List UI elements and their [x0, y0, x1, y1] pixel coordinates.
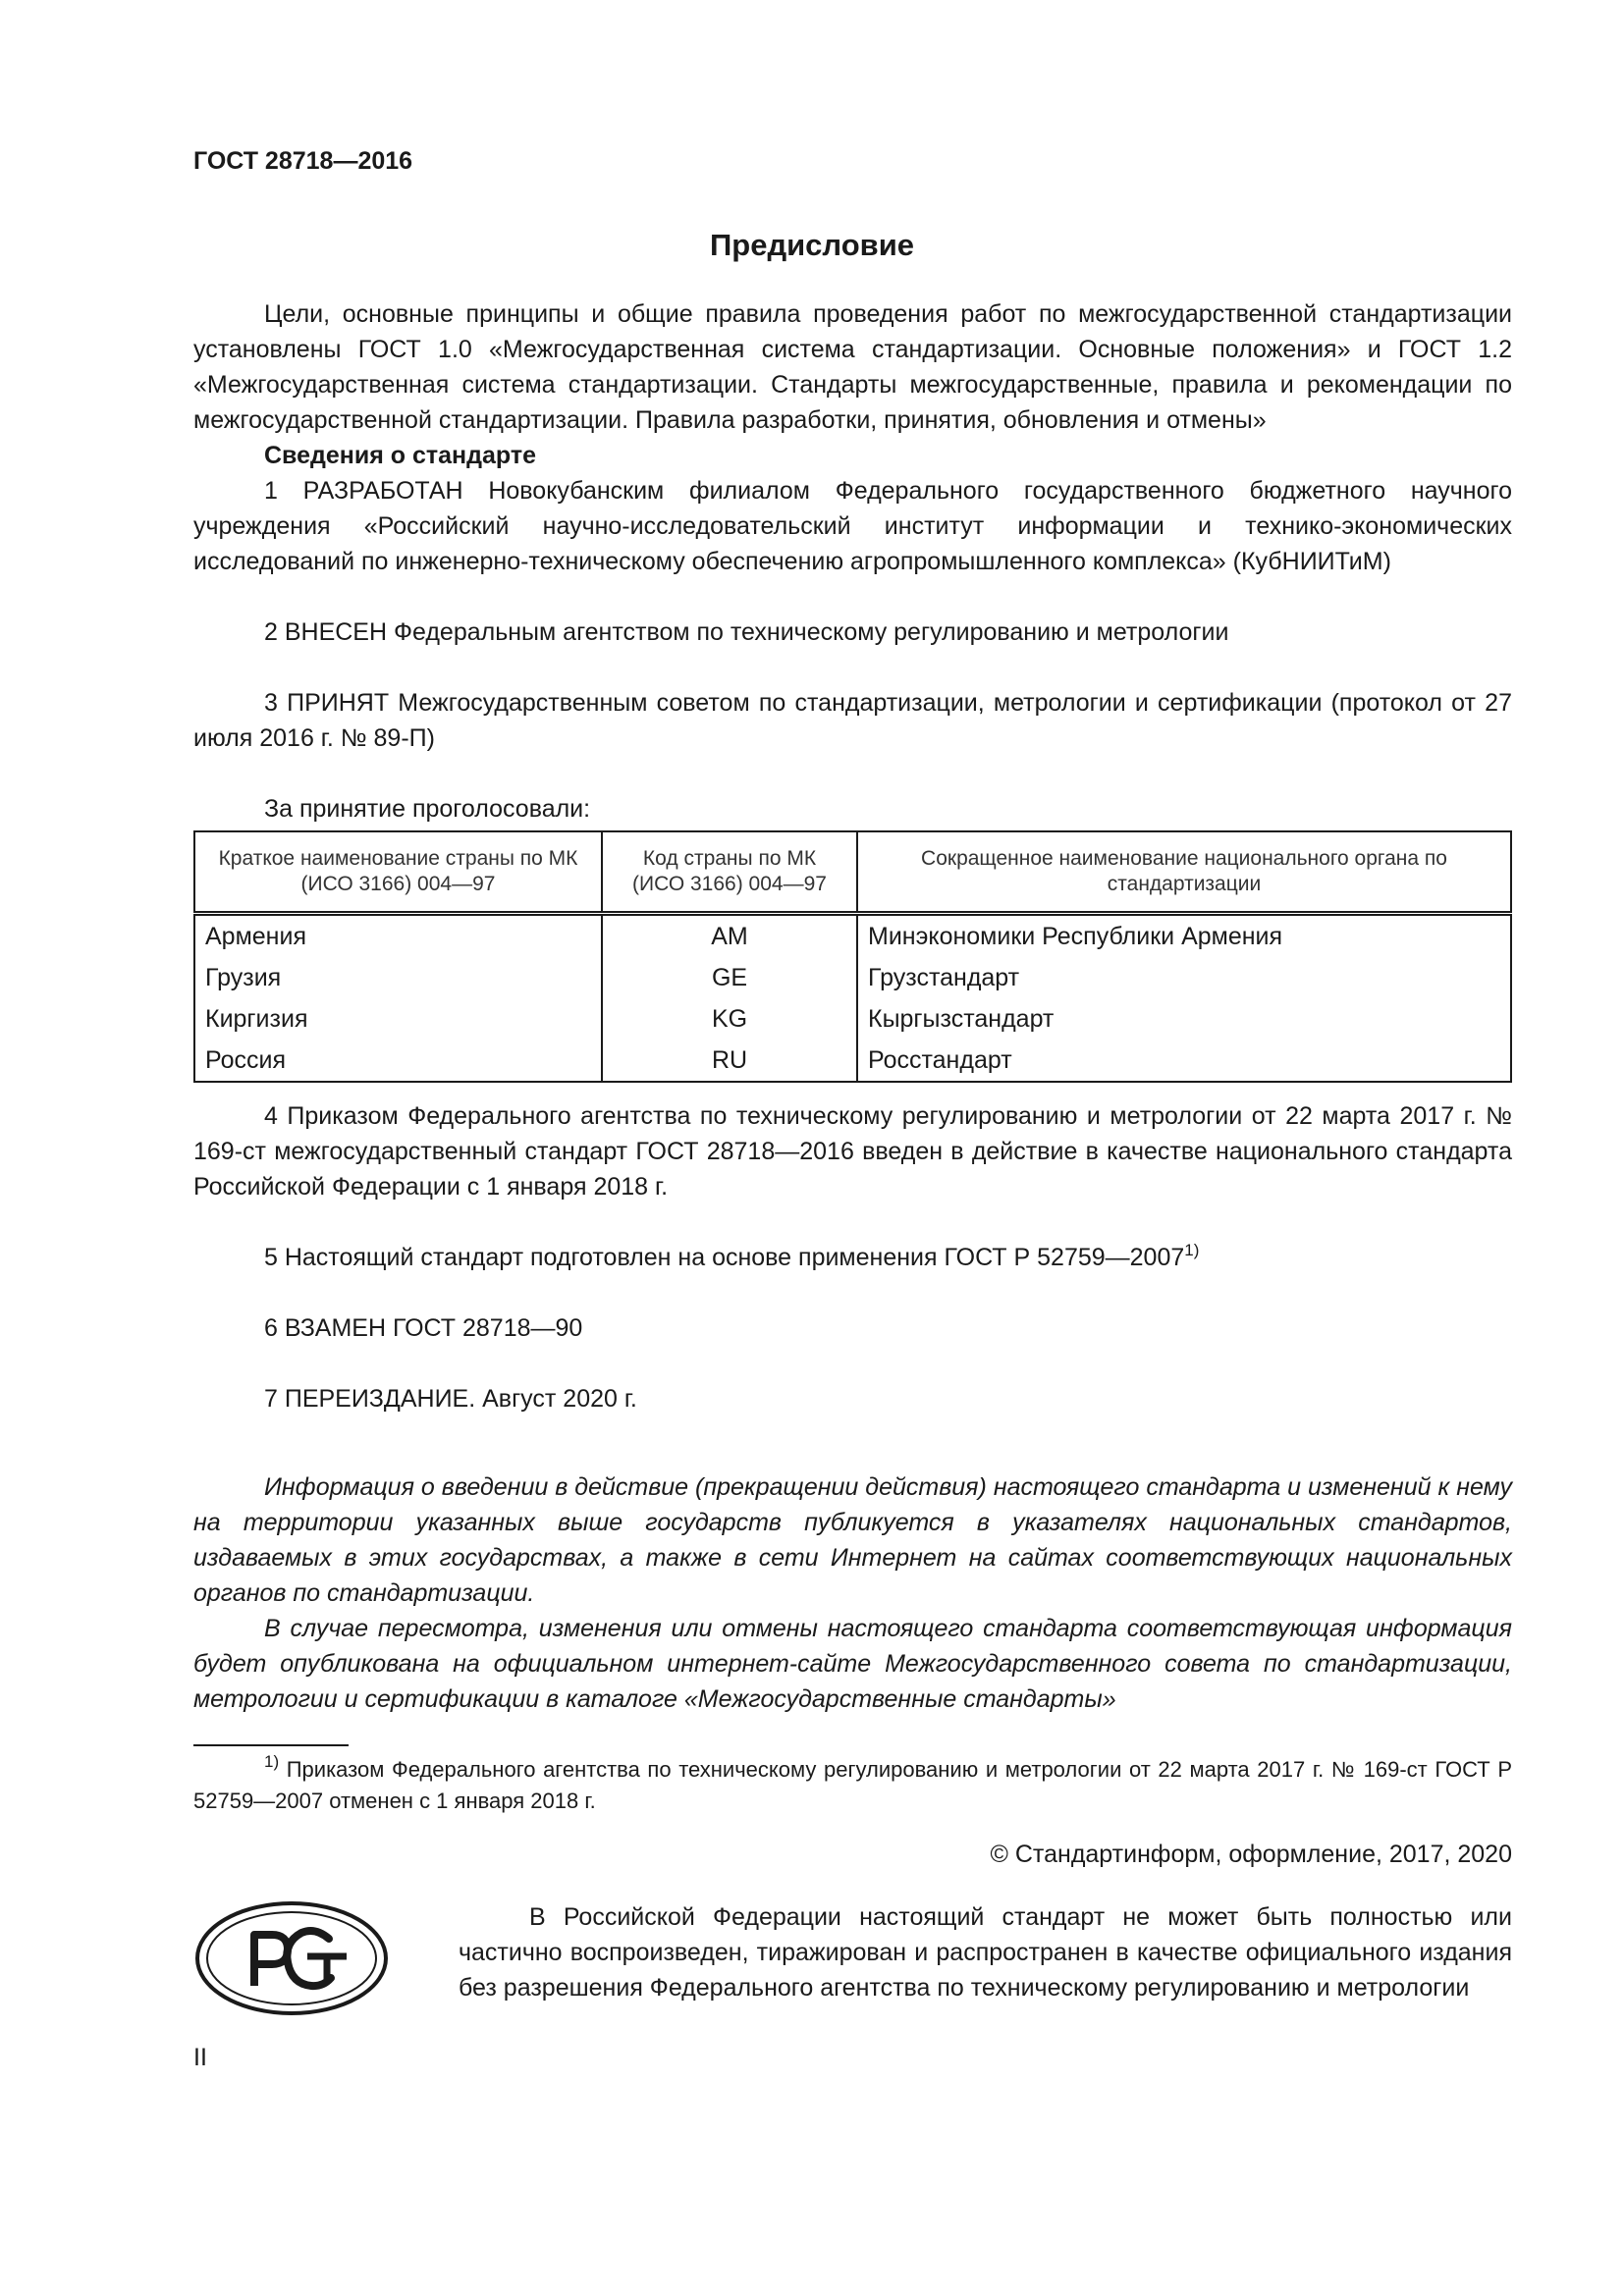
- info-paragraph-1: Информация о введении в действие (прекращении действия) настоящего стандарта и изменений к нему на территории указанных выше государств публикуется в указателях национальных стандартов, издаваемых в этих государствах, а также в сети Интернет на сайтах соответствующих национальных органов по стандартизации.: [193, 1473, 1512, 1607]
- country-cell: Россия: [194, 1040, 602, 1082]
- item-1-developed: 1 РАЗРАБОТАН Новокубанским филиалом Федерального государственного бюджетного научного учреждения «Российский научно-исследовательский институт информации и технико-экономических исследований по инженерно-техническому обеспечению агропромышленного комплекса» (КубНИИТиМ): [193, 477, 1512, 575]
- document-body: [193, 296, 1512, 2027]
- item-2-submitted: 2 ВНЕСЕН Федеральным агентством по техническому регулированию и метрологии: [264, 618, 1229, 646]
- info-paragraph-2: В случае пересмотра, изменения или отмены настоящего стандарта соответствующая информация будет опубликована на официальном интернет-сайте Межгосударственного совета по стандартизации, метрологии и сертификации в каталоге «Межгосударственные стандарты»: [193, 1615, 1512, 1713]
- country-cell: Грузия: [194, 957, 602, 998]
- logo-container: [193, 1899, 459, 2027]
- item-3-adopted: 3 ПРИНЯТ Межгосударственным советом по стандартизации, метрологии и сертификации (протокол от 27 июля 2016 г. № 89-П): [193, 689, 1512, 752]
- page-title: Предисловие: [709, 228, 914, 262]
- item-7-reissue: 7 ПЕРЕИЗДАНИЕ. Август 2020 г.: [264, 1385, 637, 1413]
- header-country: Краткое наименование страны по МК (ИСО 3166) 004—97: [194, 831, 602, 914]
- footnote-reference: 1): [1184, 1241, 1200, 1259]
- table-row: [194, 1040, 1511, 1082]
- rst-certification-mark-icon: [193, 1899, 390, 2017]
- country-cell: Киргизия: [194, 998, 602, 1040]
- notice-block: [193, 1899, 1512, 2027]
- intro-paragraph: Цели, основные принципы и общие правила проведения работ по межгосударственной стандартизации установлены ГОСТ 1.0 «Межгосударственная система стандартизации. Основные положения» и ГОСТ 1.2 «Межгосударственная система стандартизации. Стандарты межгосударственные, правила и рекомендации по межгосударственной стандартизации. Правила разработки, принятия, обновления и отмены»: [193, 300, 1512, 434]
- body-cell: Росстандарт: [857, 1040, 1511, 1082]
- table-header-row: [194, 831, 1511, 914]
- voting-states-table: [193, 830, 1512, 1083]
- page-number: II: [193, 2044, 207, 2071]
- item-6-replaces: 6 ВЗАМЕН ГОСТ 28718—90: [264, 1314, 583, 1342]
- document-id-header: ГОСТ 28718—2016: [193, 147, 413, 175]
- code-cell: RU: [602, 1040, 857, 1082]
- body-cell: Грузстандарт: [857, 957, 1511, 998]
- table-row: [194, 914, 1511, 958]
- footnote-text: Приказом Федерального агентства по техническому регулированию и метрологии от 22 марта 2017 г. № 169-ст ГОСТ Р 52759—2007 отменен с 1 января 2018 г.: [193, 1757, 1512, 1813]
- header-code: Код страны по МК (ИСО 3166) 004—97: [602, 831, 857, 914]
- footnote: [193, 1754, 1512, 1817]
- body-cell: Кыргызстандарт: [857, 998, 1511, 1040]
- footnote-marker: 1): [264, 1752, 280, 1771]
- table-row: [194, 998, 1511, 1040]
- country-cell: Армения: [194, 914, 602, 958]
- footnote-divider: [193, 1744, 349, 1746]
- code-cell: AM: [602, 914, 857, 958]
- table-row: [194, 957, 1511, 998]
- body-cell: Минэкономики Республики Армения: [857, 914, 1511, 958]
- code-cell: KG: [602, 998, 857, 1040]
- info-heading: Сведения о стандарте: [264, 442, 537, 469]
- header-body: Сокращенное наименование национального органа по стандартизации: [857, 831, 1511, 914]
- publication-info: [193, 1469, 1512, 1717]
- vote-intro: За принятие проголосовали:: [264, 795, 591, 823]
- code-cell: GE: [602, 957, 857, 998]
- reproduction-notice: В Российской Федерации настоящий стандарт не может быть полностью или частично воспроизведен, тиражирован и распространен в качестве официального издания без разрешения Федерального агентства по техническому регулированию и метрологии: [459, 1903, 1512, 2002]
- item-4-order: 4 Приказом Федерального агентства по техническому регулированию и метрологии от 22 марта 2017 г. № 169-ст межгосударственный стандарт ГОСТ 28718—2016 введен в действие в качестве национального стандарта Российской Федерации с 1 января 2018 г.: [193, 1102, 1512, 1201]
- item-5-basis: [193, 1240, 1512, 1275]
- item-5-text: 5 Настоящий стандарт подготовлен на основе применения ГОСТ Р 52759—2007: [264, 1244, 1185, 1271]
- copyright-line: © Стандартинформ, оформление, 2017, 2020: [990, 1841, 1512, 1868]
